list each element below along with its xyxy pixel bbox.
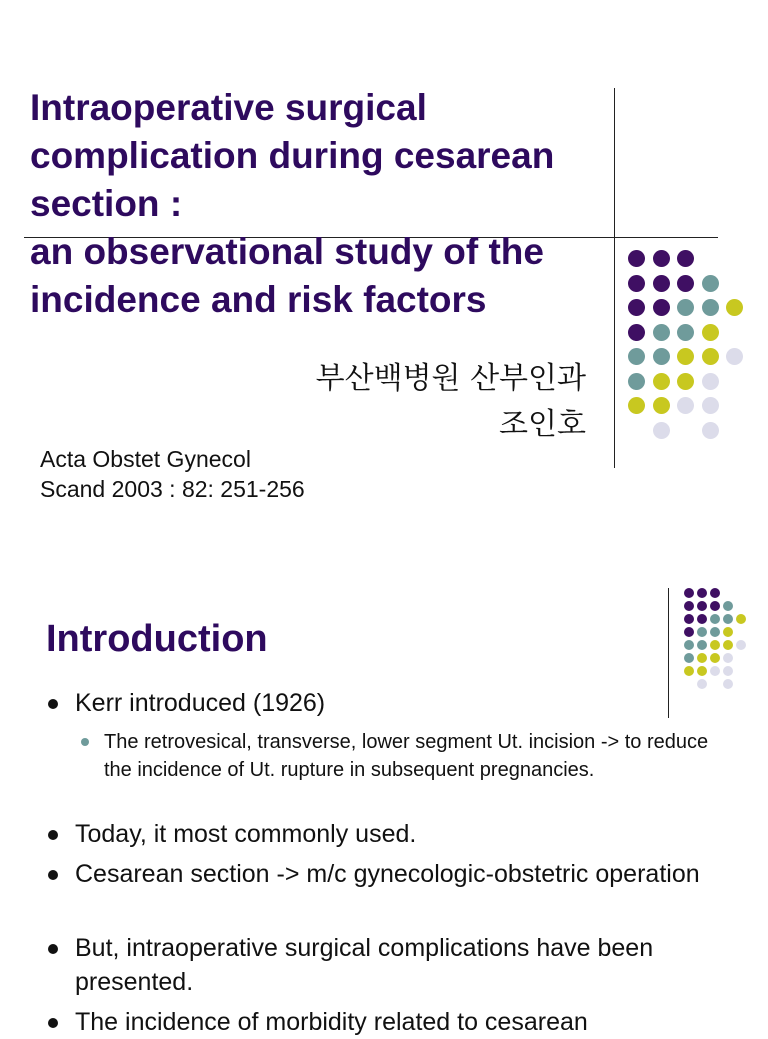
decorative-dot (653, 275, 670, 292)
decorative-dot (677, 348, 694, 365)
decorative-dot (702, 275, 719, 292)
decorative-dot (684, 653, 694, 663)
vertical-divider (614, 88, 615, 468)
decorative-dot (628, 324, 645, 341)
decorative-dot (697, 614, 707, 624)
decorative-dot (723, 627, 733, 637)
decorative-dot (677, 250, 694, 267)
title-line-5: incidence and risk factors (30, 279, 487, 320)
decorative-dot (684, 588, 694, 598)
decorative-dot (653, 348, 670, 365)
decorative-dot (702, 299, 719, 316)
decorative-dot (702, 324, 719, 341)
decorative-dot (702, 373, 719, 390)
decorative-dot (710, 601, 720, 611)
decorative-dot (702, 348, 719, 365)
decorative-dot (723, 640, 733, 650)
decorative-dot (677, 299, 694, 316)
journal-line-2: Scand 2003 : 82: 251-256 (40, 476, 305, 502)
decorative-dot (677, 324, 694, 341)
decorative-dot (684, 601, 694, 611)
bullet-complications: But, intraoperative surgical complications have been presented. (75, 931, 735, 999)
decorative-dot (697, 666, 707, 676)
decorative-dot (677, 397, 694, 414)
bullet-cesarean: Cesarean section -> m/c gynecologic-obstetric operation (75, 857, 735, 891)
decorative-dot (653, 397, 670, 414)
introduction-slide (0, 540, 768, 1036)
bullet-morbidity: The incidence of morbidity related to cesarean (75, 1005, 735, 1039)
title-line-3: section : (30, 183, 183, 224)
title-line-1: Intraoperative surgical (30, 87, 427, 128)
decorative-dot (628, 397, 645, 414)
decorative-dot (697, 601, 707, 611)
journal-line-1: Acta Obstet Gynecol (40, 446, 251, 472)
decorative-dot (628, 250, 645, 267)
decorative-dot (710, 640, 720, 650)
decorative-dot-grid (628, 250, 748, 440)
title-line-2: complication during cesarean (30, 135, 555, 176)
decorative-dot (684, 666, 694, 676)
decorative-dot (684, 627, 694, 637)
decorative-dot (710, 588, 720, 598)
decorative-dot (653, 324, 670, 341)
decorative-dot (628, 373, 645, 390)
decorative-dot (726, 299, 743, 316)
decorative-dot (726, 348, 743, 365)
title-line-4: an observational study of the (30, 231, 544, 272)
decorative-dot (628, 348, 645, 365)
decorative-dot (697, 588, 707, 598)
decorative-dot (628, 299, 645, 316)
decorative-dot (684, 640, 694, 650)
decorative-dot (723, 666, 733, 676)
decorative-dot (677, 275, 694, 292)
decorative-dot (723, 601, 733, 611)
decorative-dot (736, 614, 746, 624)
sub-bullet-incision: The retrovesical, transverse, lower segment Ut. incision -> to reduce the incidence of Ut. rupture in subsequent pregnancies. (104, 728, 724, 784)
decorative-dot (653, 422, 670, 439)
author-affiliation: 부산백병원 산부인과 (315, 361, 586, 396)
decorative-dot (710, 627, 720, 637)
decorative-dot (697, 640, 707, 650)
bullet-today: Today, it most commonly used. (75, 817, 735, 851)
decorative-dot (653, 299, 670, 316)
decorative-dot (653, 250, 670, 267)
decorative-dot (677, 373, 694, 390)
decorative-dot (710, 653, 720, 663)
decorative-dot (684, 614, 694, 624)
decorative-dot-grid (684, 588, 764, 700)
decorative-dot (653, 373, 670, 390)
bullet-kerr: Kerr introduced (1926) (75, 686, 735, 720)
slide-title: Introduction (46, 618, 268, 660)
decorative-dot (702, 422, 719, 439)
decorative-dot (697, 653, 707, 663)
decorative-dot (702, 397, 719, 414)
decorative-dot (723, 653, 733, 663)
decorative-dot (723, 614, 733, 624)
author-name: 조인호 (499, 407, 586, 442)
decorative-dot (697, 627, 707, 637)
decorative-dot (710, 666, 720, 676)
decorative-dot (628, 275, 645, 292)
decorative-dot (710, 614, 720, 624)
decorative-dot (736, 640, 746, 650)
